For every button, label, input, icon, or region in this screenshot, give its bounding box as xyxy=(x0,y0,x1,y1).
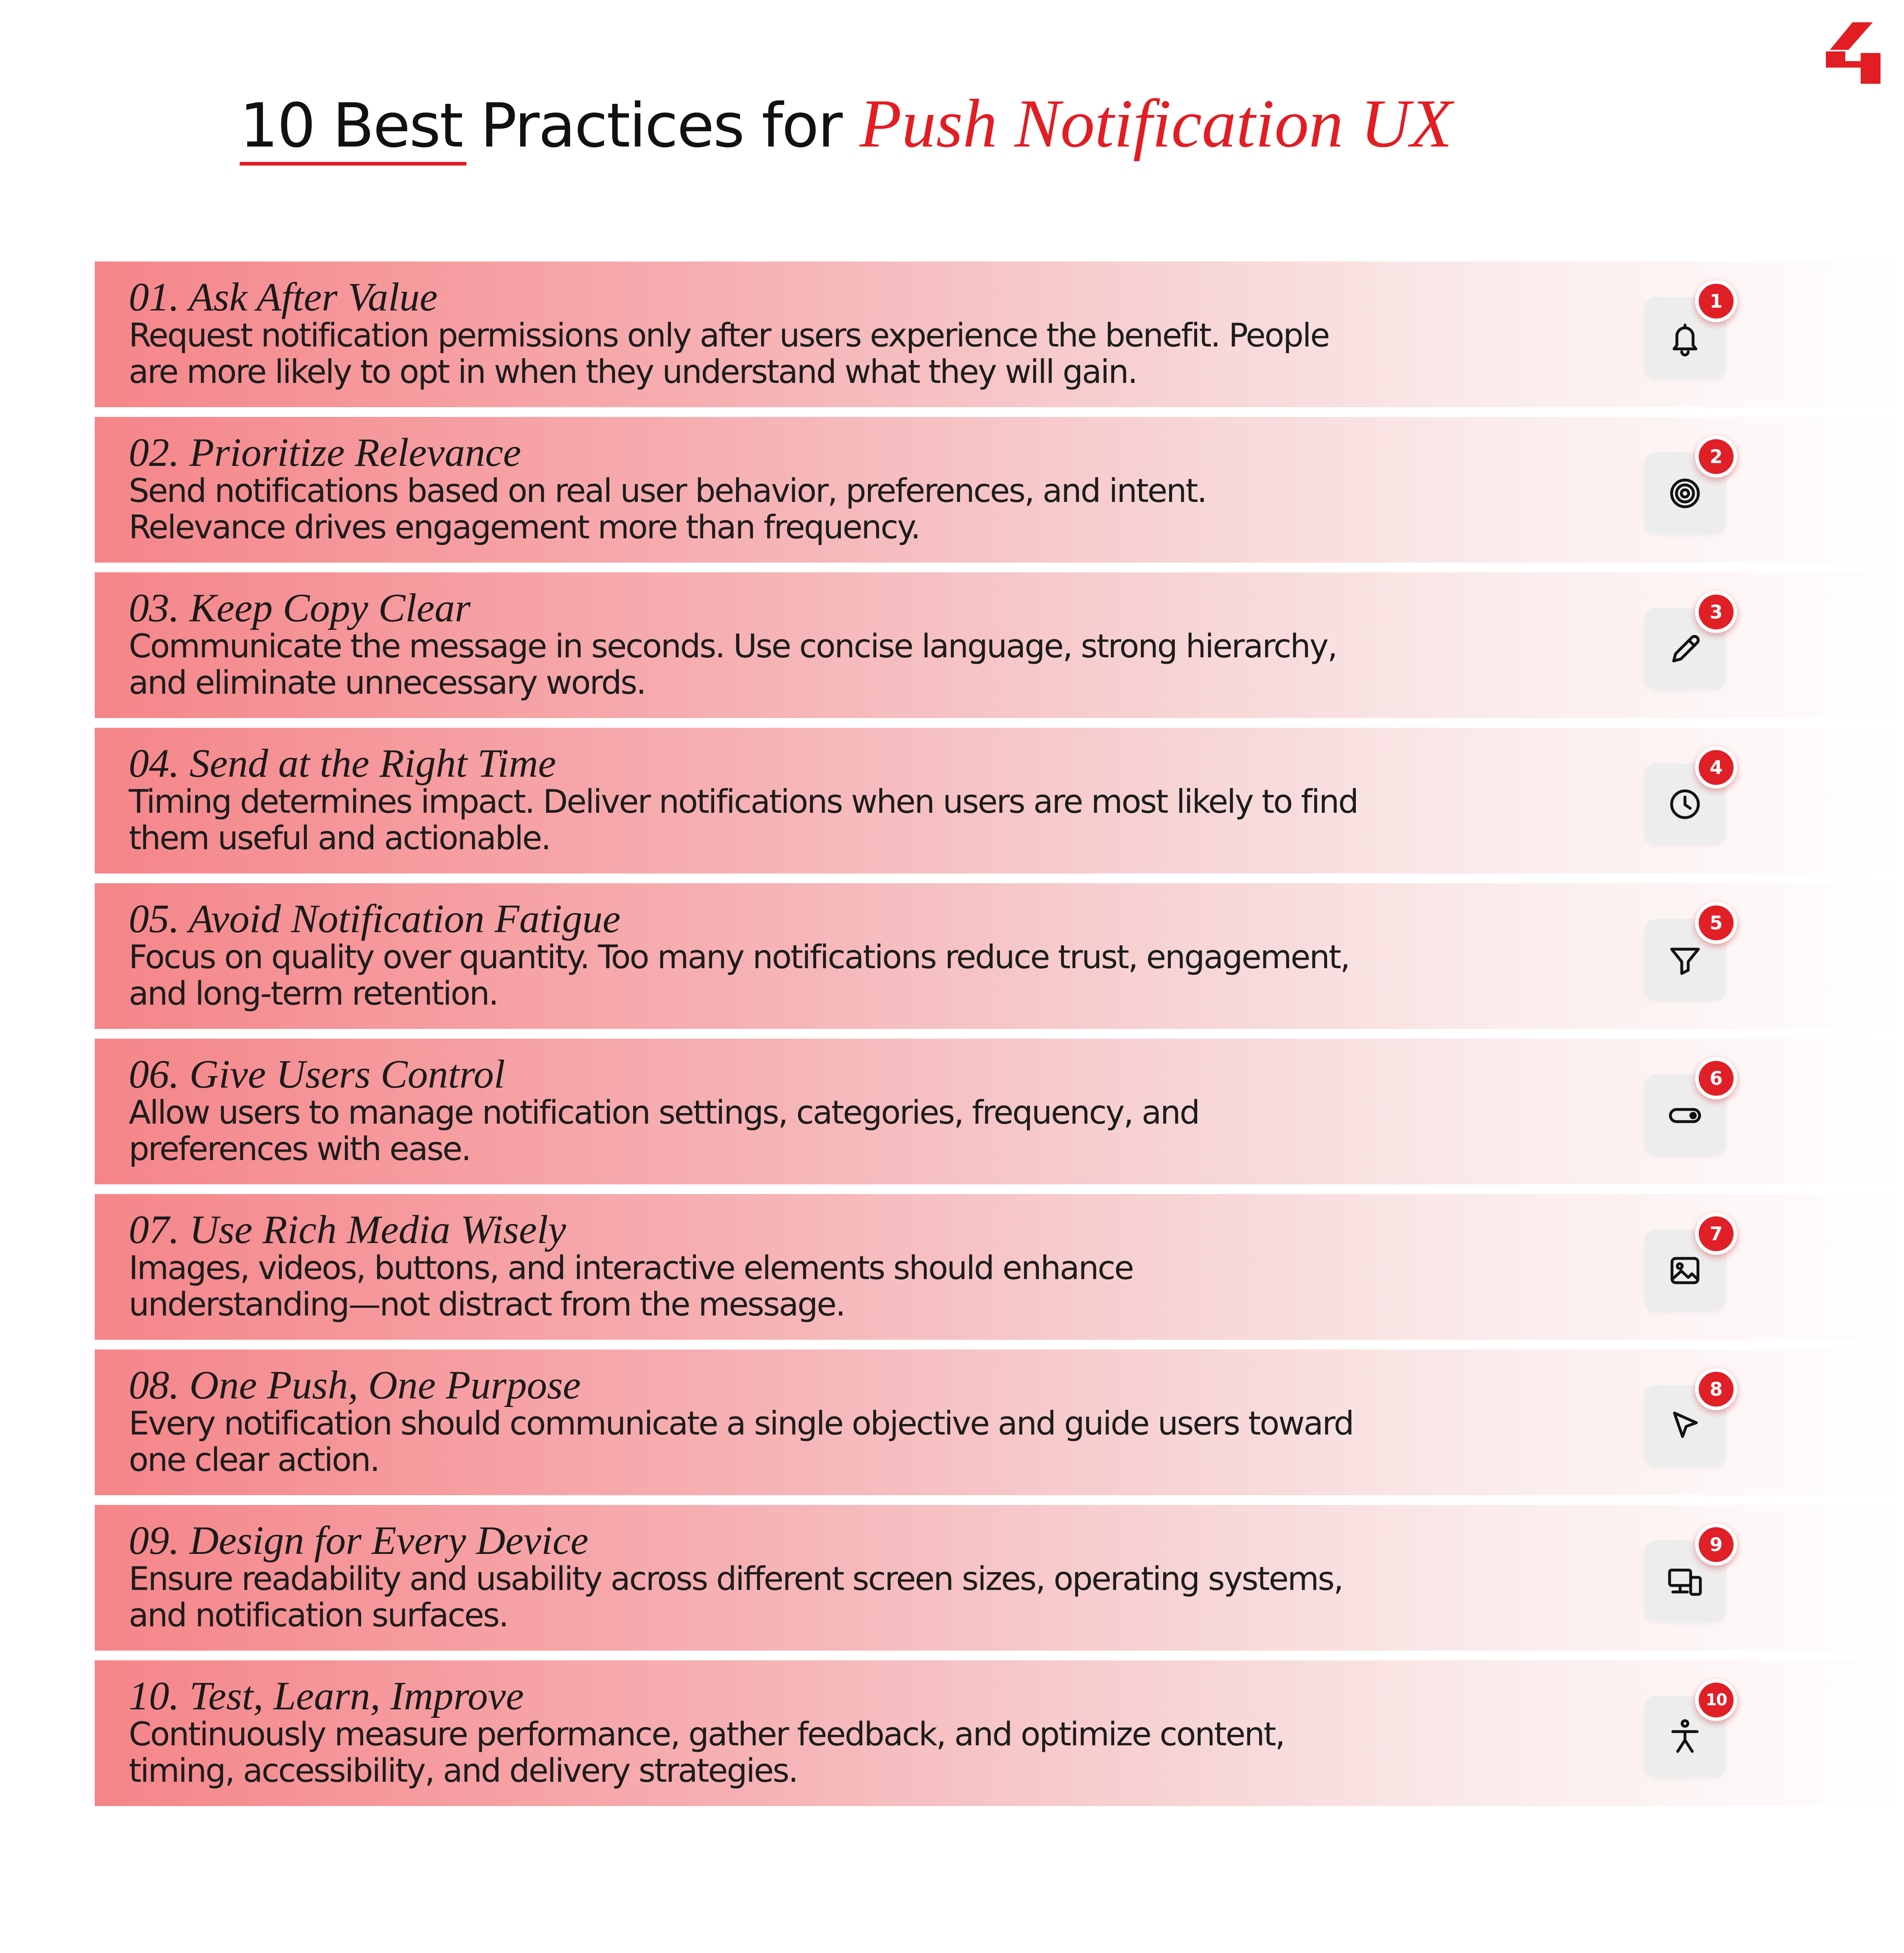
practice-description xyxy=(129,939,1546,1012)
cursor-icon xyxy=(1665,1406,1705,1446)
clock-icon xyxy=(1665,784,1705,825)
description-line: them useful and actionable. xyxy=(129,819,550,857)
description-line: one clear action. xyxy=(129,1441,379,1479)
practice-row xyxy=(95,417,1904,563)
practice-title: 02. Prioritize Relevance xyxy=(129,430,521,475)
practices-list xyxy=(95,261,1904,1816)
practice-icon-tile xyxy=(1644,1691,1727,1778)
practice-icon-tile xyxy=(1644,1067,1726,1156)
number-badge: 3 xyxy=(1695,591,1737,633)
practice-row xyxy=(95,728,1904,873)
practice-text xyxy=(129,1520,1546,1634)
practice-title: 01. Ask After Value xyxy=(129,274,438,319)
practice-icon-tile xyxy=(1644,601,1726,690)
practice-description xyxy=(129,317,1546,390)
practice-row xyxy=(95,1039,1904,1184)
title-plain-text: Practices for xyxy=(462,91,860,161)
practice-icon-tile xyxy=(1644,1534,1726,1622)
practice-icon-tile xyxy=(1644,1223,1726,1311)
brand-logo xyxy=(1826,22,1881,84)
practice-text xyxy=(129,274,1546,391)
pencil-icon xyxy=(1665,629,1705,669)
title-accent-text: Push Notification UX xyxy=(859,85,1453,162)
description-line: preferences with ease. xyxy=(129,1130,470,1168)
practice-text xyxy=(129,432,1546,546)
practice-title: 04. Send at the Right Time xyxy=(129,741,556,786)
practice-text xyxy=(129,896,1546,1012)
filter-icon xyxy=(1665,939,1705,980)
description-line: Relevance drives engagement more than frequency. xyxy=(129,508,920,546)
number-badge: 8 xyxy=(1695,1368,1737,1410)
number-badge: 4 xyxy=(1695,746,1737,788)
practice-text xyxy=(129,1673,1546,1789)
accessibility-icon xyxy=(1665,1717,1705,1757)
practice-row xyxy=(95,572,1904,718)
description-line: Request notification permissions only after users experience the benefit. People xyxy=(129,317,1329,354)
practice-icon-tile xyxy=(1644,1378,1726,1467)
description-line: Focus on quality over quantity. Too many notifications reduce trust, engagement, xyxy=(129,938,1349,976)
practice-title: 08. One Push, One Purpose xyxy=(129,1362,581,1407)
number-badge: 1 xyxy=(1695,280,1737,322)
number-badge: 10 xyxy=(1695,1679,1737,1721)
bell-icon xyxy=(1665,318,1705,358)
description-line: and notification surfaces. xyxy=(129,1596,508,1634)
practice-row xyxy=(95,1194,1904,1340)
practice-text xyxy=(129,743,1546,856)
practice-icon-tile xyxy=(1644,446,1726,534)
practice-title: 07. Use Rich Media Wisely xyxy=(129,1207,566,1252)
practice-title: 03. Keep Copy Clear xyxy=(129,585,471,630)
practice-icon-tile xyxy=(1644,757,1726,845)
description-line: Timing determines impact. Deliver notifications when users are most likely to find xyxy=(129,783,1358,820)
practice-description xyxy=(129,1250,1546,1323)
practice-description xyxy=(129,1561,1546,1634)
practice-icon-tile xyxy=(1644,912,1726,1001)
description-line: understanding—not distract from the message. xyxy=(129,1286,845,1323)
image-icon xyxy=(1665,1250,1705,1291)
practice-description xyxy=(129,473,1546,546)
description-line: Allow users to manage notification settings, categories, frequency, and xyxy=(129,1094,1199,1131)
practice-text xyxy=(129,1362,1546,1479)
practice-text xyxy=(129,1054,1546,1167)
description-line: Images, videos, buttons, and interactive elements should enhance xyxy=(129,1249,1133,1287)
number-badge: 2 xyxy=(1695,436,1737,478)
practice-row xyxy=(95,883,1904,1029)
number-badge: 6 xyxy=(1695,1057,1737,1099)
description-line: and eliminate unnecessary words. xyxy=(129,664,645,701)
practice-text xyxy=(129,1209,1546,1323)
practice-description xyxy=(129,628,1546,701)
practice-title: 05. Avoid Notification Fatigue xyxy=(129,896,621,941)
page-title xyxy=(240,79,1452,168)
description-line: Send notifications based on real user behavior, preferences, and intent. xyxy=(129,472,1206,510)
practice-description xyxy=(129,1405,1546,1478)
description-line: Continuously measure performance, gather feedback, and optimize content, xyxy=(129,1715,1284,1753)
practice-row xyxy=(95,1505,1904,1651)
number-badge: 7 xyxy=(1695,1213,1737,1255)
practice-title: 09. Design for Every Device xyxy=(129,1518,589,1563)
description-line: Ensure readability and usability across different screen sizes, operating systems, xyxy=(129,1560,1343,1598)
title-underlined-text: 10 Best xyxy=(240,81,462,170)
number-badge: 9 xyxy=(1695,1524,1737,1566)
practice-icon-tile xyxy=(1644,290,1726,379)
practice-description xyxy=(129,1716,1546,1789)
description-line: are more likely to opt in when they understand what they will gain. xyxy=(129,353,1137,391)
practice-row xyxy=(95,261,1904,407)
practice-text xyxy=(129,585,1546,701)
practice-title: 06. Give Users Control xyxy=(129,1052,505,1097)
devices-icon xyxy=(1665,1561,1705,1602)
toggle-icon xyxy=(1665,1095,1705,1135)
description-line: timing, accessibility, and delivery strategies. xyxy=(129,1752,798,1789)
practice-row xyxy=(95,1660,1904,1806)
description-line: Every notification should communicate a single objective and guide users toward xyxy=(129,1405,1353,1442)
target-icon xyxy=(1665,473,1705,514)
number-badge: 5 xyxy=(1695,902,1737,944)
practice-description xyxy=(129,784,1546,856)
description-line: and long-term retention. xyxy=(129,975,498,1012)
practice-title: 10. Test, Learn, Improve xyxy=(129,1673,524,1718)
practice-row xyxy=(95,1349,1904,1495)
practice-description xyxy=(129,1094,1546,1167)
description-line: Communicate the message in seconds. Use concise language, strong hierarchy, xyxy=(129,627,1337,665)
